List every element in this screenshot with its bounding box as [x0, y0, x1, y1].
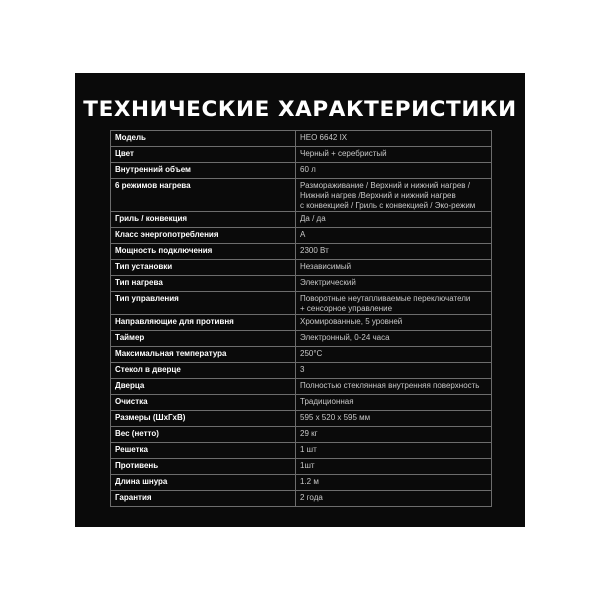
spec-row	[111, 147, 492, 163]
spec-value	[296, 212, 492, 228]
spec-value-line: Поворотные неутапливаемые переключатели	[300, 294, 471, 303]
spec-table-body	[111, 131, 492, 507]
spec-row	[111, 292, 492, 315]
spec-row	[111, 131, 492, 147]
spec-key: Стекол в дверце	[111, 363, 296, 379]
spec-value	[296, 260, 492, 276]
spec-key: Тип управления	[111, 292, 296, 315]
spec-key: Дверца	[111, 379, 296, 395]
spec-value-line: Нижний нагрев /Верхний и нижний нагрев	[300, 191, 456, 200]
spec-value	[296, 276, 492, 292]
spec-value-line: Электронный, 0-24 часа	[300, 333, 390, 342]
spec-value-line: + сенсорное управление	[300, 304, 393, 313]
spec-key: Модель	[111, 131, 296, 147]
spec-value	[296, 163, 492, 179]
spec-key: Тип установки	[111, 260, 296, 276]
spec-value-line: 2 года	[300, 493, 323, 502]
spec-key: 6 режимов нагрева	[111, 179, 296, 212]
spec-key: Очистка	[111, 395, 296, 411]
spec-key: Цвет	[111, 147, 296, 163]
spec-value	[296, 395, 492, 411]
spec-row	[111, 163, 492, 179]
spec-value	[296, 427, 492, 443]
spec-key: Гриль / конвекция	[111, 212, 296, 228]
spec-value-line: с конвекцией / Гриль с конвекцией / Эко-режим	[300, 201, 476, 210]
spec-value-line: HEO 6642 IX	[300, 133, 348, 142]
spec-panel	[75, 73, 525, 527]
spec-row	[111, 379, 492, 395]
spec-row	[111, 459, 492, 475]
spec-row	[111, 179, 492, 212]
spec-value	[296, 331, 492, 347]
spec-row	[111, 443, 492, 459]
spec-value-line: А	[300, 230, 306, 239]
spec-key: Длина шнура	[111, 475, 296, 491]
spec-key: Внутренний объем	[111, 163, 296, 179]
spec-value-line: 60 л	[300, 165, 316, 174]
spec-value-line: 595 x 520 x 595 мм	[300, 413, 371, 422]
spec-value-line: Хромированные, 5 уровней	[300, 317, 403, 326]
spec-table	[110, 130, 492, 507]
spec-value	[296, 411, 492, 427]
spec-value-line: 1.2 м	[300, 477, 319, 486]
spec-row	[111, 395, 492, 411]
spec-row	[111, 331, 492, 347]
spec-row	[111, 491, 492, 507]
spec-value	[296, 292, 492, 315]
spec-key: Противень	[111, 459, 296, 475]
spec-value	[296, 131, 492, 147]
spec-value	[296, 244, 492, 260]
spec-value-line: 1 шт	[300, 445, 317, 454]
spec-row	[111, 244, 492, 260]
spec-value	[296, 459, 492, 475]
spec-row	[111, 347, 492, 363]
spec-row	[111, 276, 492, 292]
page-title: ТЕХНИЧЕСКИЕ ХАРАКТЕРИСТИКИ	[83, 97, 517, 122]
spec-row	[111, 427, 492, 443]
spec-value-line: Черный + серебристый	[300, 149, 387, 158]
spec-value	[296, 347, 492, 363]
spec-row	[111, 212, 492, 228]
spec-key: Направляющие для противня	[111, 315, 296, 331]
spec-value-line: Традиционная	[300, 397, 354, 406]
spec-row	[111, 260, 492, 276]
spec-value-line: Полностью стеклянная внутренняя поверхность	[300, 381, 480, 390]
spec-value-line: 3	[300, 365, 305, 374]
spec-value-line: Электрический	[300, 278, 356, 287]
spec-key: Мощность подключения	[111, 244, 296, 260]
spec-key: Таймер	[111, 331, 296, 347]
spec-value	[296, 443, 492, 459]
spec-row	[111, 315, 492, 331]
spec-value	[296, 363, 492, 379]
spec-value-line: Да / да	[300, 214, 326, 223]
spec-value-line: Независимый	[300, 262, 352, 271]
spec-key: Класс энергопотребления	[111, 228, 296, 244]
spec-value	[296, 315, 492, 331]
spec-value-line: 1шт	[300, 461, 315, 470]
spec-key: Тип нагрева	[111, 276, 296, 292]
spec-value	[296, 475, 492, 491]
spec-value-line: 29 кг	[300, 429, 318, 438]
spec-row	[111, 363, 492, 379]
spec-value	[296, 379, 492, 395]
spec-key: Гарантия	[111, 491, 296, 507]
spec-row	[111, 411, 492, 427]
spec-value-line: 250°С	[300, 349, 323, 358]
spec-value	[296, 147, 492, 163]
spec-value-line: 2300 Вт	[300, 246, 329, 255]
spec-key: Вес (нетто)	[111, 427, 296, 443]
spec-row	[111, 228, 492, 244]
spec-key: Размеры (ШхГхВ)	[111, 411, 296, 427]
spec-value	[296, 228, 492, 244]
spec-row	[111, 475, 492, 491]
spec-value	[296, 491, 492, 507]
spec-key: Решетка	[111, 443, 296, 459]
spec-value-line: Размораживание / Верхний и нижний нагрев /	[300, 181, 470, 190]
spec-key: Максимальная температура	[111, 347, 296, 363]
spec-value	[296, 179, 492, 212]
